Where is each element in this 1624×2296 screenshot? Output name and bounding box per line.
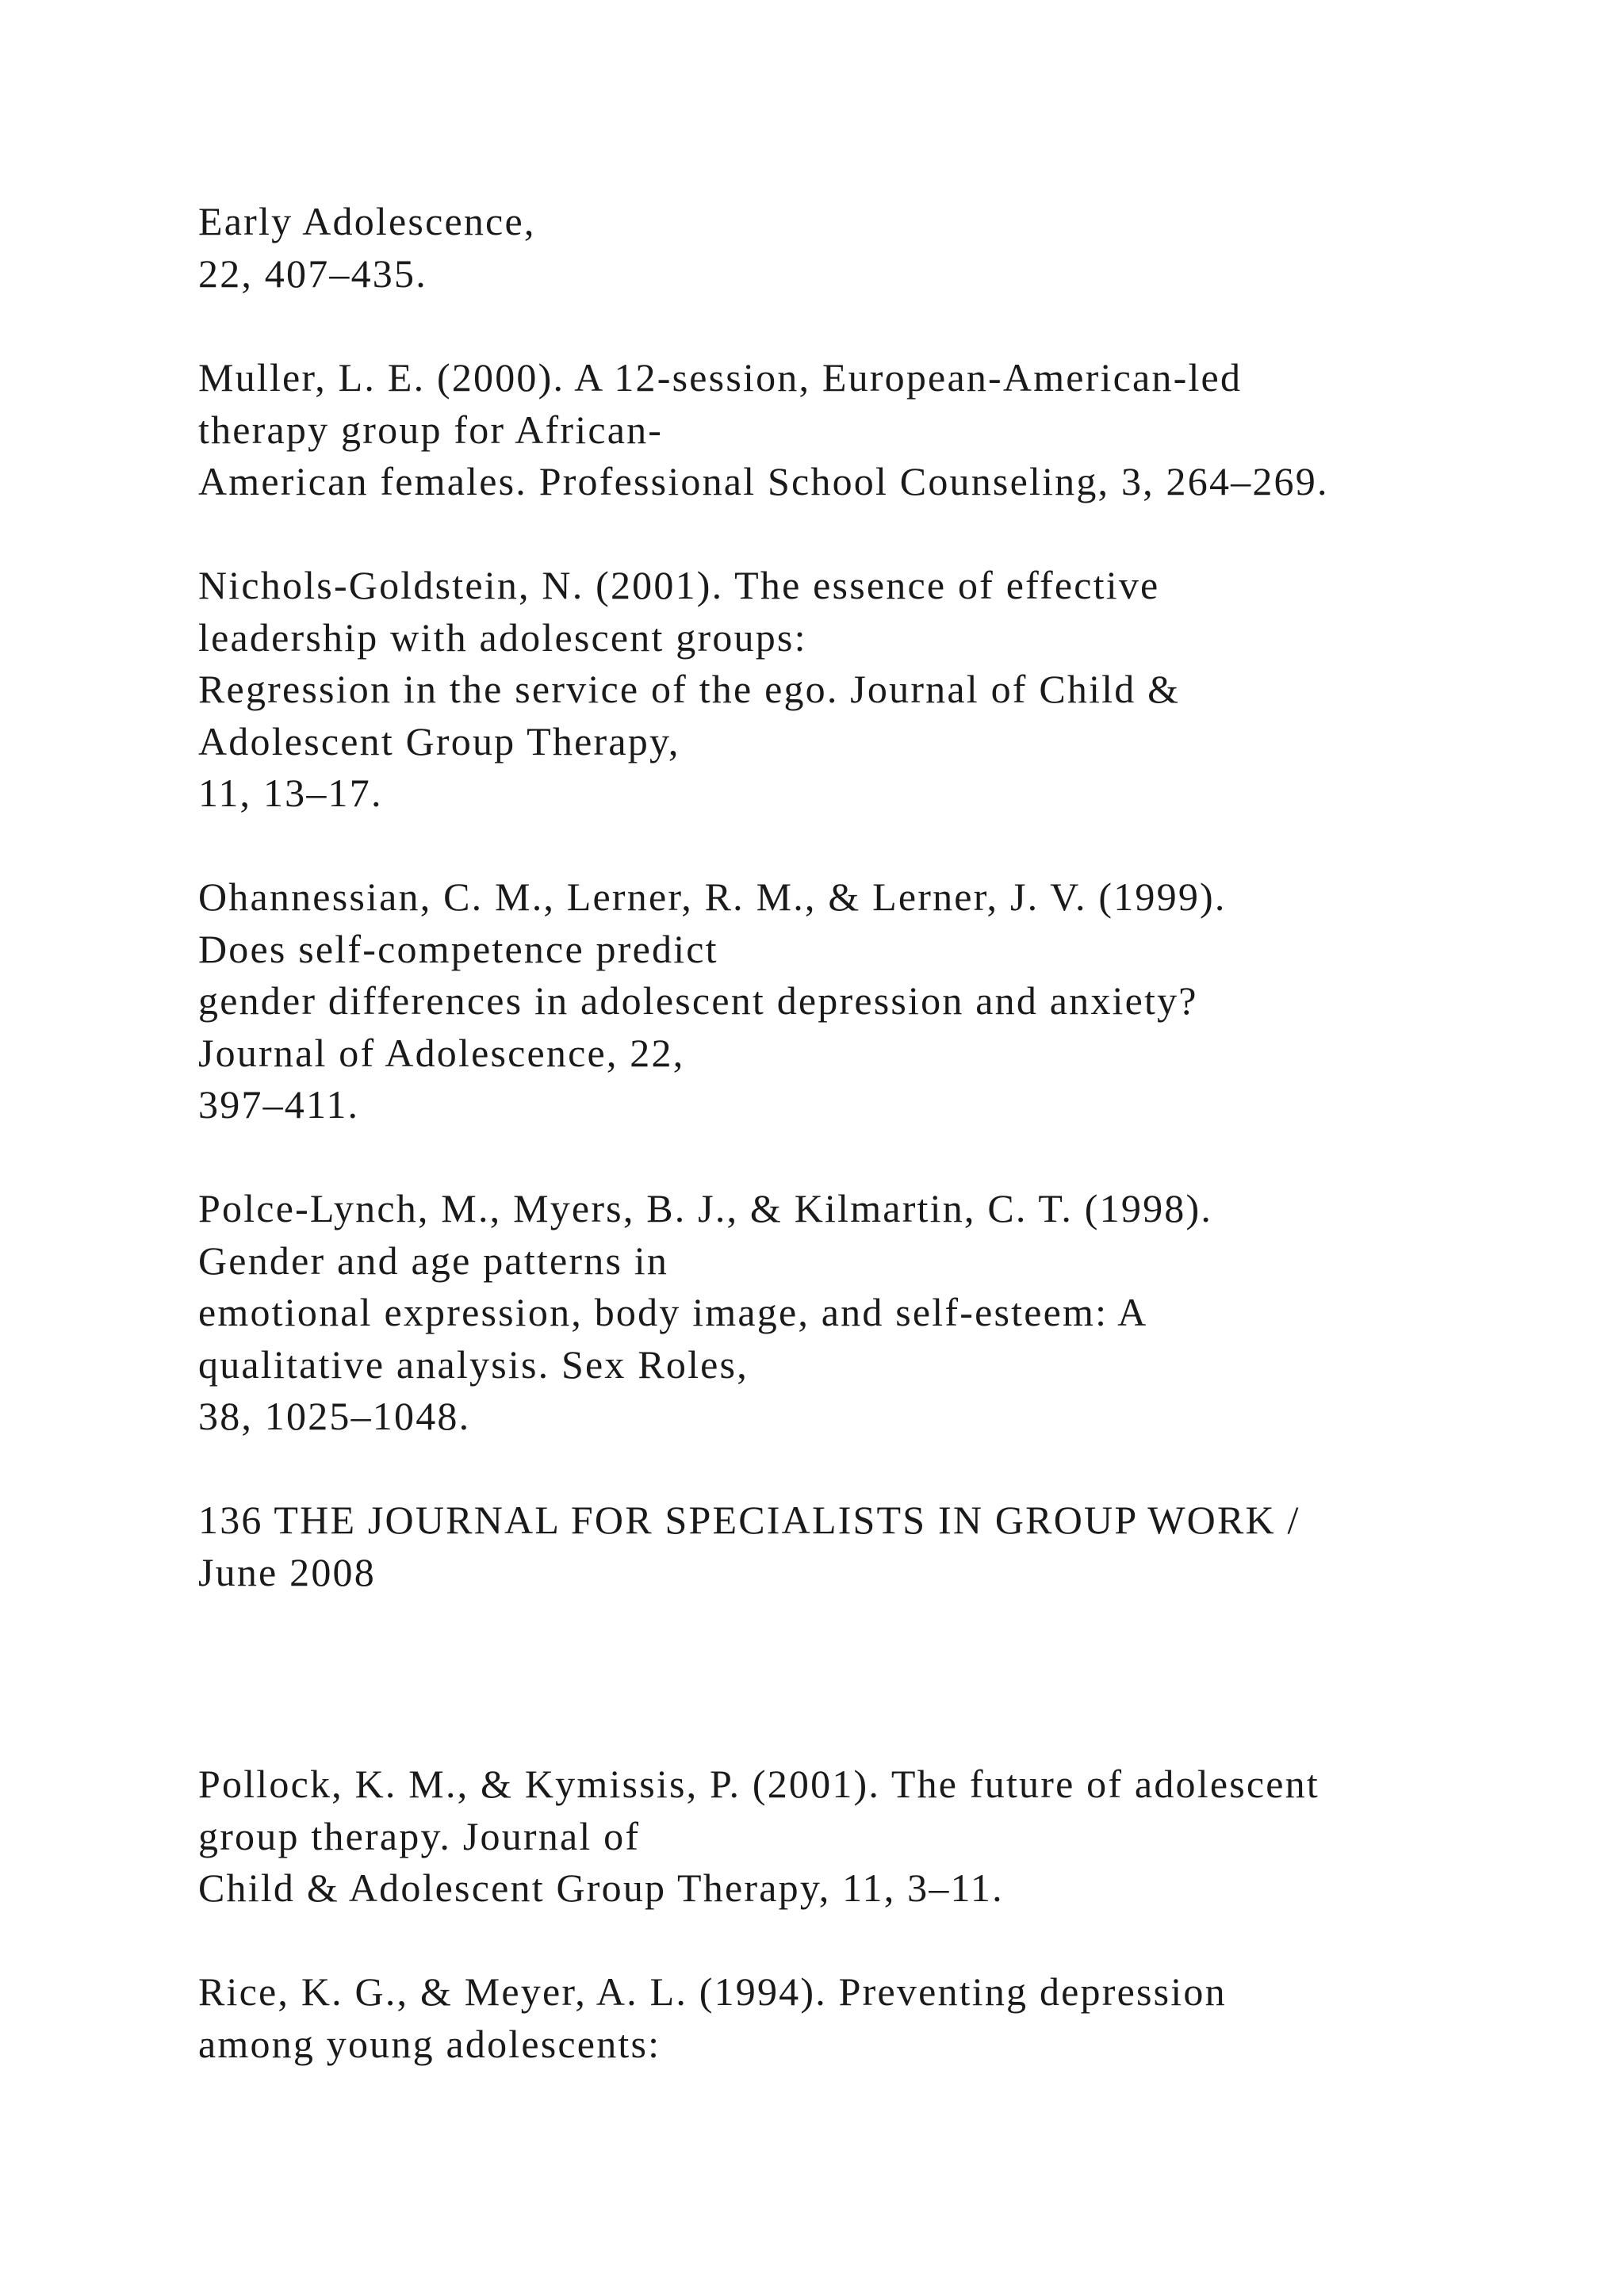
- text-line: American females. Professional School Counseling, 3, 264–269.: [198, 459, 1329, 503]
- journal-page-footer: [198, 1494, 1562, 1598]
- text-line: 11, 13–17.: [198, 771, 383, 815]
- text-line: Child & Adolescent Group Therapy, 11, 3–11.: [198, 1866, 1004, 1910]
- text-line: Nichols-Goldstein, N. (2001). The essence of effective: [198, 563, 1160, 607]
- text-line: June 2008: [198, 1549, 376, 1594]
- text-line: qualitative analysis. Sex Roles,: [198, 1341, 749, 1387]
- reference-nichols-goldstein-2001: [198, 560, 1562, 820]
- reference-muller-2000: [198, 352, 1562, 508]
- reference-rice-1994: [198, 1966, 1562, 2070]
- text-line: Does self-competence predict: [198, 926, 718, 971]
- text-line: Muller, L. E. (2000). A 12-session, European-American-led: [198, 355, 1243, 400]
- reference-polce-lynch-1998: [198, 1183, 1562, 1443]
- text-line: Pollock, K. M., & Kymissis, P. (2001). The future of adolescent: [198, 1762, 1320, 1806]
- text-line: Adolescent Group Therapy,: [198, 718, 680, 763]
- reference-pollock-2001: [198, 1758, 1562, 1915]
- text-line: leadership with adolescent groups:: [198, 614, 807, 660]
- text-line: therapy group for African-: [198, 407, 664, 452]
- text-line: emotional expression, body image, and self-esteem: A: [198, 1290, 1148, 1334]
- text-line: among young adolescents:: [198, 2021, 661, 2066]
- text-line: gender differences in adolescent depression and anxiety?: [198, 978, 1198, 1023]
- text-line: Ohannessian, C. M., Lerner, R. M., & Lerner, J. V. (1999).: [198, 874, 1227, 919]
- reference-fragment-early-adolescence: [198, 196, 1562, 300]
- reference-ohannessian-1999: [198, 871, 1562, 1131]
- text-line: Regression in the service of the ego. Journal of Child &: [198, 667, 1181, 711]
- text-line: 397–411.: [198, 1082, 360, 1127]
- text-line: 38, 1025–1048.: [198, 1394, 471, 1438]
- text-line: Polce-Lynch, M., Myers, B. J., & Kilmartin, C. T. (1998).: [198, 1186, 1213, 1230]
- text-line: Gender and age patterns in: [198, 1238, 669, 1283]
- text-line: 22, 407–435.: [198, 251, 427, 296]
- text-line: Early Adolescence,: [198, 199, 536, 243]
- text-line: Journal of Adolescence, 22,: [198, 1030, 685, 1075]
- text-line: 136 THE JOURNAL FOR SPECIALISTS IN GROUP WORK /: [198, 1498, 1300, 1542]
- text-line: group therapy. Journal of: [198, 1813, 641, 1858]
- text-line: Rice, K. G., & Meyer, A. L. (1994). Preventing depression: [198, 1969, 1227, 2014]
